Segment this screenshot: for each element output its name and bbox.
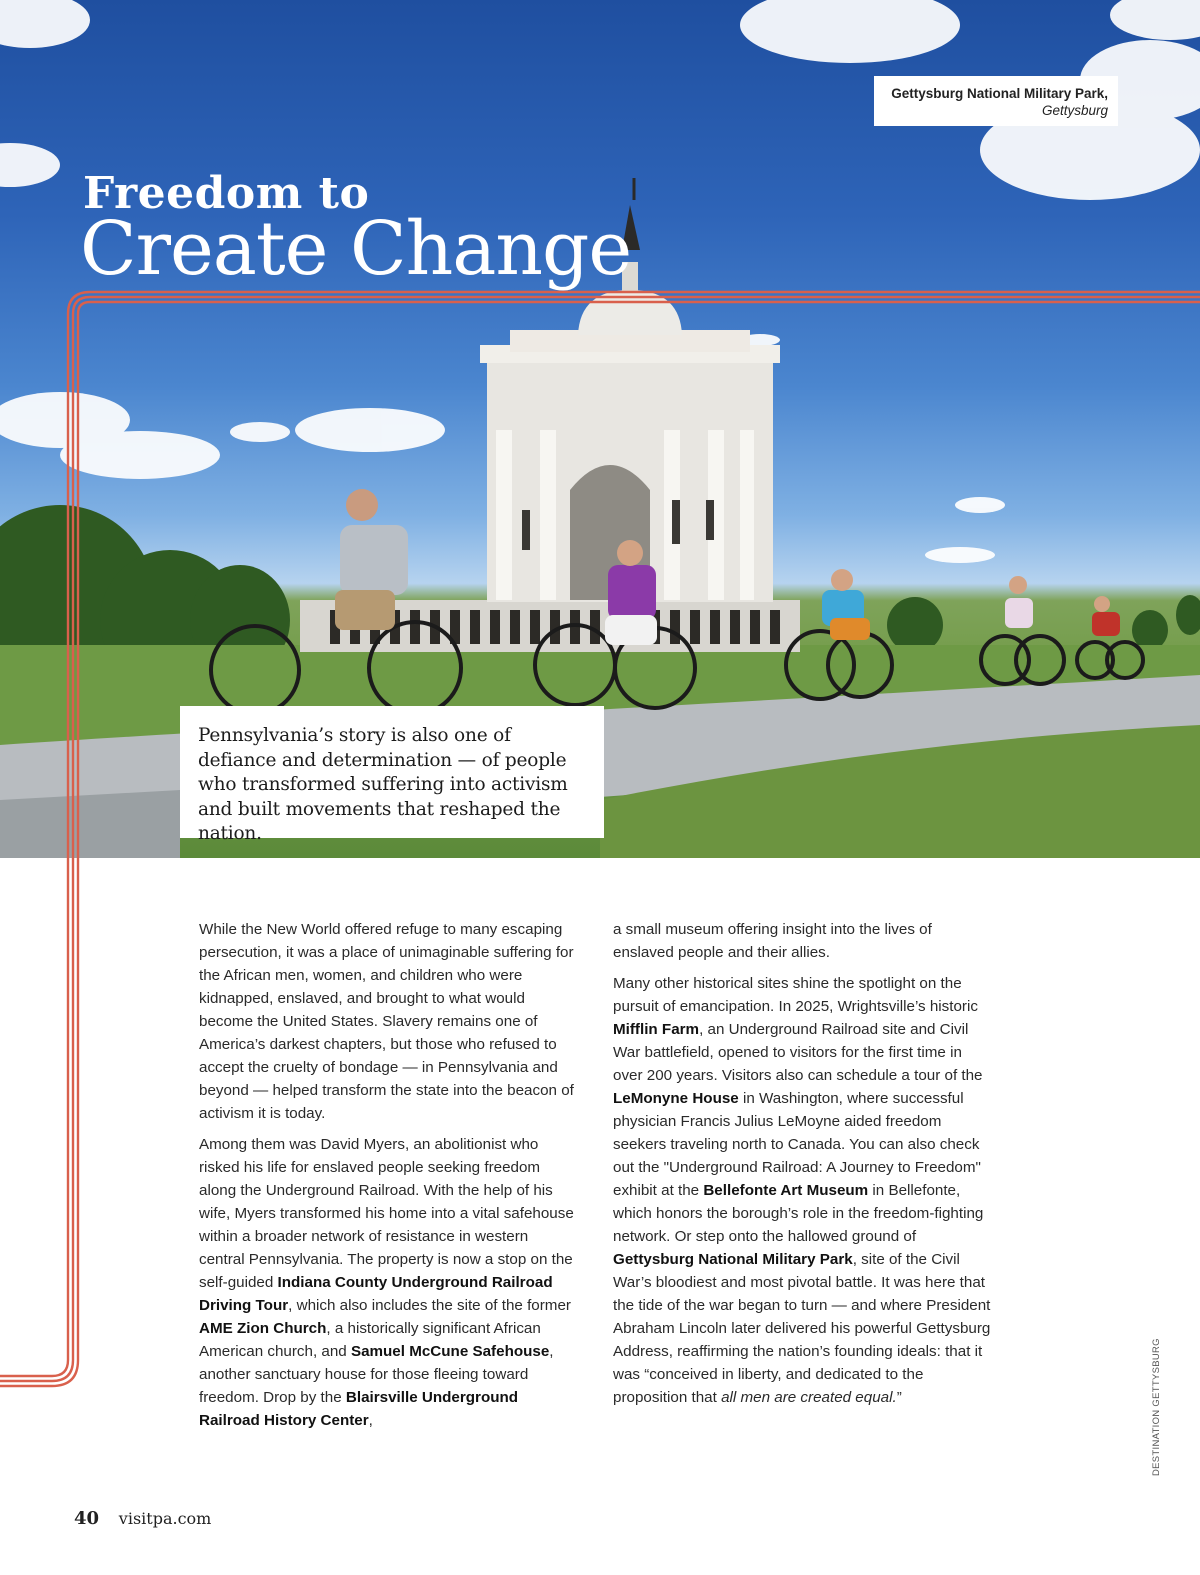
- body-text: ,: [368, 1412, 373, 1429]
- place-name: Mifflin Farm: [613, 1021, 700, 1038]
- body-paragraph: [613, 918, 995, 964]
- place-name: Bellefonte Art Museum: [703, 1182, 869, 1199]
- page-number: 40: [74, 1508, 100, 1529]
- body-text: , a historically significant African American church, and: [199, 1320, 541, 1360]
- body-paragraph: [199, 1133, 575, 1432]
- body-text: a small museum offering insight into the lives of enslaved people and their allies.: [613, 921, 932, 961]
- body-paragraph: [199, 918, 575, 1125]
- intro-text: Pennsylvania’s story is also one of defiance and determination — of people who transformed suffering into activism and built movements that reshaped the nation.: [198, 725, 568, 844]
- caption-title: Gettysburg National Military Park,: [891, 86, 1108, 101]
- place-name: Blairsville Underground Railroad History Center: [199, 1389, 519, 1429]
- photo-caption: [874, 76, 1118, 126]
- body-column-left: [199, 918, 575, 1440]
- emphasis-text: all men are created equal.: [721, 1389, 897, 1406]
- body-paragraph: [613, 972, 995, 1409]
- headline-line1: Freedom to: [83, 168, 370, 219]
- intro-box: [180, 706, 604, 844]
- body-text: ”: [896, 1389, 902, 1406]
- body-text: in Bellefonte, which honors the borough’s role in the freedom-fighting network. Or step onto the hallowed ground of: [613, 1182, 984, 1245]
- caption-location: Gettysburg: [1041, 103, 1108, 118]
- place-name: Gettysburg National Military Park: [613, 1251, 853, 1268]
- body-text: , which also includes the site of the former: [288, 1297, 571, 1314]
- page-footer: [74, 1508, 211, 1529]
- body-text: , another sanctuary house for those fleeing toward freedom. Drop by the: [199, 1343, 554, 1406]
- place-name: LeMonyne House: [613, 1090, 739, 1107]
- body-column-right: [613, 918, 995, 1417]
- body-text: Among them was David Myers, an abolitionist who risked his life for enslaved people seeking freedom along the Underground Railroad. With the help of his wife, Myers transformed his home into a vital safehouse within a broader network of resistance in western central Pennsylvania. The property is now a stop on the self-guided: [199, 1136, 574, 1291]
- body-text: While the New World offered refuge to many escaping persecution, it was a place of unimaginable suffering for the African men, women, and children who were kidnapped, enslaved, and brought to what would become the United States. Slavery remains one of America’s darkest chapters, but those who refused to accept the cruelty of bondage — in Pennsylvania and beyond — helped transform the state into the beacon of activism it is today.: [199, 921, 574, 1122]
- place-name: Indiana County Underground Railroad Driving Tour: [199, 1274, 553, 1314]
- body-text: Many other historical sites shine the spotlight on the pursuit of emancipation. In 2025, Wrightsville’s historic: [613, 975, 978, 1015]
- headline-line2: Create Change: [80, 206, 632, 292]
- body-text: in Washington, where successful physician Francis Julius LeMoyne aided freedom seekers traveling north to Canada. You can also check out the "Underground Railroad: A Journey to Freedom" exhibit at the: [613, 1090, 981, 1199]
- website-link[interactable]: visitpa.com: [118, 1509, 212, 1528]
- place-name: AME Zion Church: [199, 1320, 327, 1337]
- photo-credit: DESTINATION GETTYSBURG: [1151, 1338, 1162, 1476]
- body-text: , site of the Civil War’s bloodiest and most pivotal battle. It was here that the tide of the war began to turn — and where President Abraham Lincoln later delivered his powerful Gettysburg Address, reaffirming the nation’s founding ideals: that it was “conceived in liberty, and dedicated to the proposition that: [613, 1251, 991, 1406]
- place-name: Samuel McCune Safehouse: [350, 1343, 550, 1360]
- body-text: , an Underground Railroad site and Civil War battlefield, opened to visitors for the first time in over 200 years. Visitors also can schedule a tour of the: [613, 1021, 983, 1084]
